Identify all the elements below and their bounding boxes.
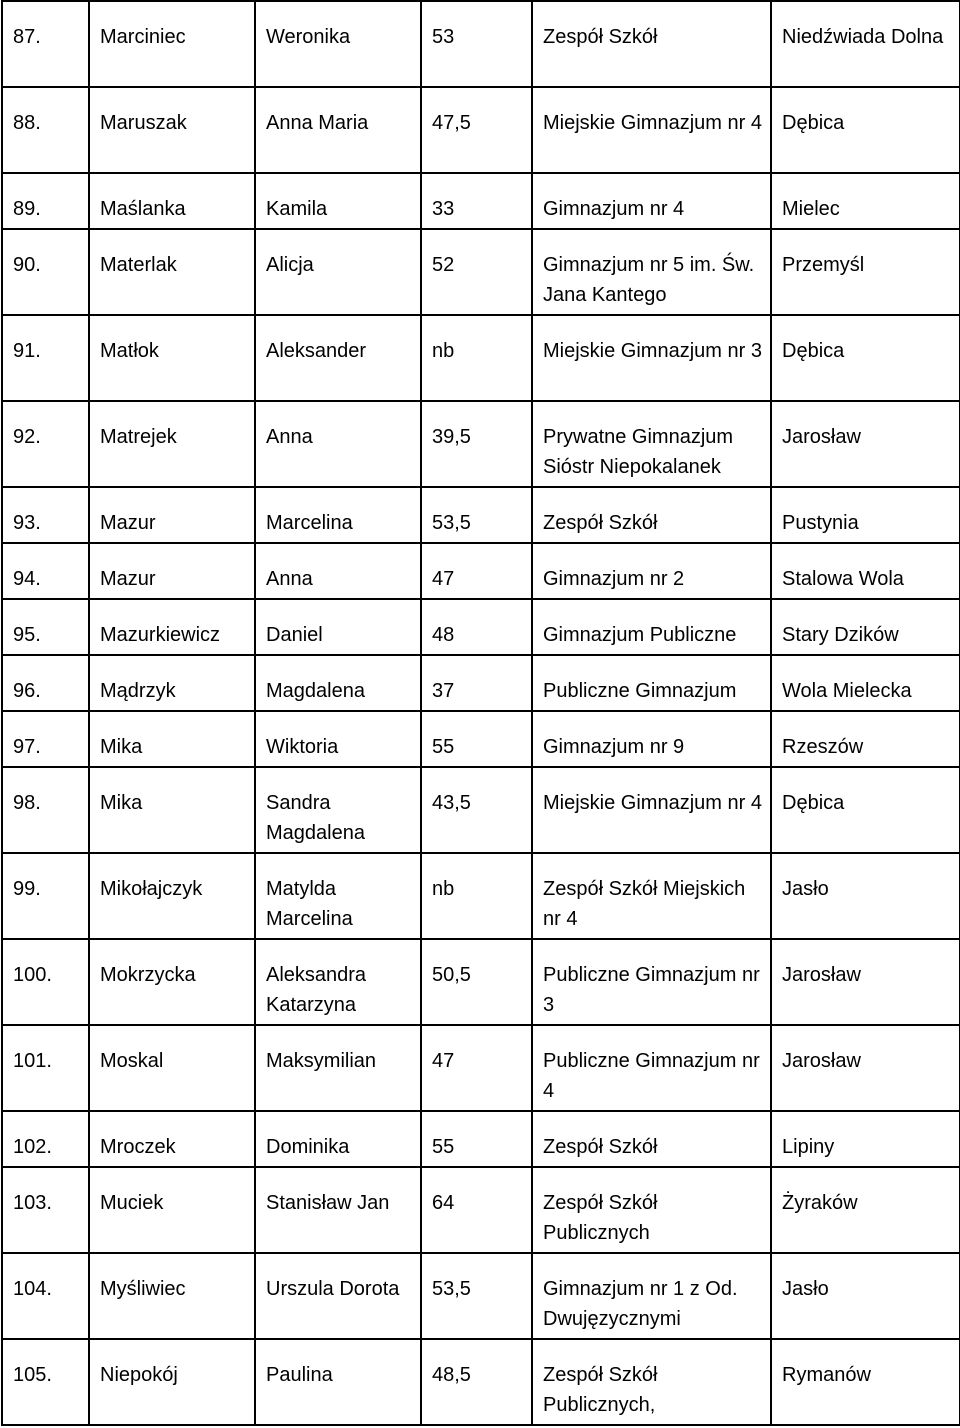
- school: Gimnazjum nr 1 z Od. Dwujęzycznymi: [532, 1253, 771, 1339]
- school: Gimnazjum nr 4: [532, 173, 771, 229]
- last-name: Mądrzyk: [89, 655, 255, 711]
- first-name: Matylda Marcelina: [255, 853, 421, 939]
- table-row: [2, 1253, 960, 1339]
- row-number: 95.: [2, 599, 89, 655]
- last-name: Mazur: [89, 543, 255, 599]
- score: 47: [421, 1025, 532, 1111]
- table-row: [2, 87, 960, 173]
- row-number: 101.: [2, 1025, 89, 1111]
- table-row: [2, 1025, 960, 1111]
- row-number: 97.: [2, 711, 89, 767]
- results-table: [1, 0, 960, 1426]
- first-name: Magdalena: [255, 655, 421, 711]
- city: Dębica: [771, 87, 960, 173]
- first-name: Wiktoria: [255, 711, 421, 767]
- first-name: Daniel: [255, 599, 421, 655]
- score: 43,5: [421, 767, 532, 853]
- first-name: Sandra Magdalena: [255, 767, 421, 853]
- row-number: 88.: [2, 87, 89, 173]
- table-row: [2, 599, 960, 655]
- school: Miejskie Gimnazjum nr 4: [532, 767, 771, 853]
- city: Rzeszów: [771, 711, 960, 767]
- city: Przemyśl: [771, 229, 960, 315]
- school: Zespół Szkół Miejskich nr 4: [532, 853, 771, 939]
- table-row: [2, 939, 960, 1025]
- row-number: 90.: [2, 229, 89, 315]
- table-row: [2, 315, 960, 401]
- table-row: [2, 487, 960, 543]
- table-row: [2, 853, 960, 939]
- score: 39,5: [421, 401, 532, 487]
- first-name: Stanisław Jan: [255, 1167, 421, 1253]
- first-name: Anna: [255, 543, 421, 599]
- table-row: [2, 1, 960, 87]
- row-number: 89.: [2, 173, 89, 229]
- city: Dębica: [771, 315, 960, 401]
- row-number: 98.: [2, 767, 89, 853]
- last-name: Mazur: [89, 487, 255, 543]
- row-number: 105.: [2, 1339, 89, 1425]
- table-row: [2, 229, 960, 315]
- school: Publiczne Gimnazjum: [532, 655, 771, 711]
- score: 53,5: [421, 487, 532, 543]
- score: 53: [421, 1, 532, 87]
- city: Stalowa Wola: [771, 543, 960, 599]
- school: Gimnazjum nr 5 im. Św. Jana Kantego: [532, 229, 771, 315]
- city: Jarosław: [771, 401, 960, 487]
- first-name: Anna Maria: [255, 87, 421, 173]
- school: Zespół Szkół: [532, 1111, 771, 1167]
- city: Stary Dzików: [771, 599, 960, 655]
- city: Jarosław: [771, 939, 960, 1025]
- first-name: Paulina: [255, 1339, 421, 1425]
- row-number: 100.: [2, 939, 89, 1025]
- school: Zespół Szkół Publicznych,: [532, 1339, 771, 1425]
- last-name: Muciek: [89, 1167, 255, 1253]
- score: 52: [421, 229, 532, 315]
- last-name: Mokrzycka: [89, 939, 255, 1025]
- first-name: Kamila: [255, 173, 421, 229]
- city: Dębica: [771, 767, 960, 853]
- last-name: Mroczek: [89, 1111, 255, 1167]
- last-name: Mazurkiewicz: [89, 599, 255, 655]
- score: 48,5: [421, 1339, 532, 1425]
- score: 64: [421, 1167, 532, 1253]
- last-name: Maślanka: [89, 173, 255, 229]
- last-name: Mikołajczyk: [89, 853, 255, 939]
- last-name: Myśliwiec: [89, 1253, 255, 1339]
- school: Zespół Szkół: [532, 1, 771, 87]
- school: Publiczne Gimnazjum nr 4: [532, 1025, 771, 1111]
- city: Niedźwiada Dolna: [771, 1, 960, 87]
- score: 47: [421, 543, 532, 599]
- city: Jasło: [771, 853, 960, 939]
- row-number: 96.: [2, 655, 89, 711]
- row-number: 87.: [2, 1, 89, 87]
- table-row: [2, 1167, 960, 1253]
- score: 47,5: [421, 87, 532, 173]
- score: 50,5: [421, 939, 532, 1025]
- last-name: Matrejek: [89, 401, 255, 487]
- results-table-body: [2, 1, 960, 1425]
- city: Lipiny: [771, 1111, 960, 1167]
- row-number: 104.: [2, 1253, 89, 1339]
- table-row: [2, 1339, 960, 1425]
- last-name: Mika: [89, 711, 255, 767]
- school: Miejskie Gimnazjum nr 3: [532, 315, 771, 401]
- last-name: Materlak: [89, 229, 255, 315]
- city: Żyraków: [771, 1167, 960, 1253]
- last-name: Niepokój: [89, 1339, 255, 1425]
- school: Publiczne Gimnazjum nr 3: [532, 939, 771, 1025]
- row-number: 99.: [2, 853, 89, 939]
- score: 33: [421, 173, 532, 229]
- first-name: Aleksandra Katarzyna: [255, 939, 421, 1025]
- last-name: Marciniec: [89, 1, 255, 87]
- city: Wola Mielecka: [771, 655, 960, 711]
- school: Zespół Szkół Publicznych: [532, 1167, 771, 1253]
- table-row: [2, 767, 960, 853]
- school: Gimnazjum Publiczne: [532, 599, 771, 655]
- score: 48: [421, 599, 532, 655]
- school: Zespół Szkół: [532, 487, 771, 543]
- table-row: [2, 655, 960, 711]
- first-name: Aleksander: [255, 315, 421, 401]
- city: Mielec: [771, 173, 960, 229]
- last-name: Mika: [89, 767, 255, 853]
- school: Miejskie Gimnazjum nr 4: [532, 87, 771, 173]
- first-name: Maksymilian: [255, 1025, 421, 1111]
- row-number: 91.: [2, 315, 89, 401]
- row-number: 102.: [2, 1111, 89, 1167]
- row-number: 92.: [2, 401, 89, 487]
- score: 53,5: [421, 1253, 532, 1339]
- last-name: Maruszak: [89, 87, 255, 173]
- table-row: [2, 711, 960, 767]
- first-name: Anna: [255, 401, 421, 487]
- school: Prywatne Gimnazjum Sióstr Niepokalanek: [532, 401, 771, 487]
- table-row: [2, 401, 960, 487]
- score: 37: [421, 655, 532, 711]
- table-row: [2, 1111, 960, 1167]
- first-name: Urszula Dorota: [255, 1253, 421, 1339]
- first-name: Alicja: [255, 229, 421, 315]
- last-name: Matłok: [89, 315, 255, 401]
- school: Gimnazjum nr 2: [532, 543, 771, 599]
- row-number: 94.: [2, 543, 89, 599]
- city: Jasło: [771, 1253, 960, 1339]
- table-row: [2, 173, 960, 229]
- school: Gimnazjum nr 9: [532, 711, 771, 767]
- first-name: Weronika: [255, 1, 421, 87]
- score: nb: [421, 853, 532, 939]
- last-name: Moskal: [89, 1025, 255, 1111]
- city: Jarosław: [771, 1025, 960, 1111]
- city: Pustynia: [771, 487, 960, 543]
- row-number: 103.: [2, 1167, 89, 1253]
- first-name: Dominika: [255, 1111, 421, 1167]
- score: 55: [421, 711, 532, 767]
- row-number: 93.: [2, 487, 89, 543]
- table-row: [2, 543, 960, 599]
- score: 55: [421, 1111, 532, 1167]
- first-name: Marcelina: [255, 487, 421, 543]
- score: nb: [421, 315, 532, 401]
- city: Rymanów: [771, 1339, 960, 1425]
